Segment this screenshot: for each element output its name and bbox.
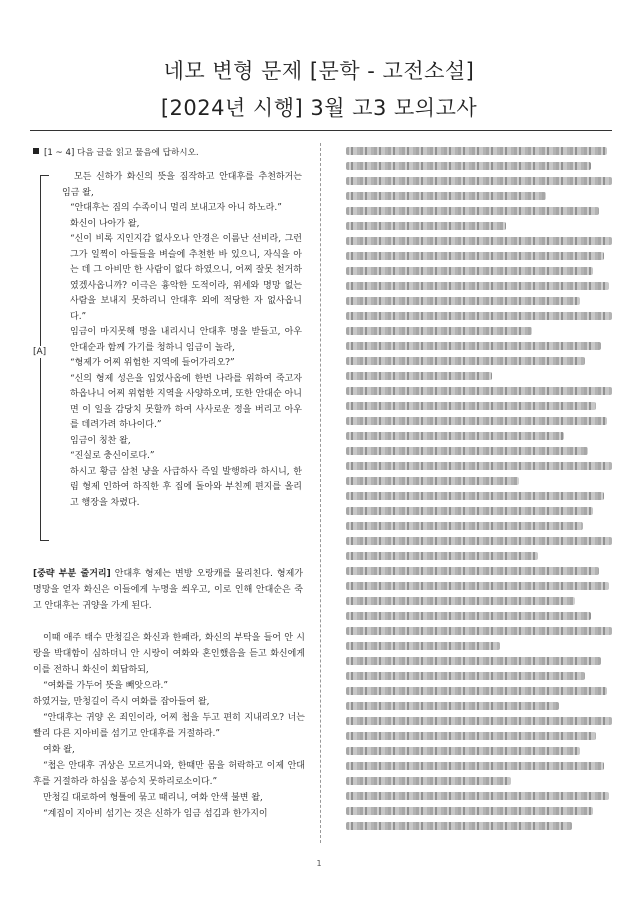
obscured-text-line	[346, 462, 612, 470]
obscured-text-line	[346, 327, 532, 335]
question-instruction	[33, 146, 199, 158]
column-divider	[320, 143, 321, 843]
passage-paragraph: “계집이 지아비 섬기는 것은 신하가 임금 섬김과 한가지이	[43, 809, 268, 819]
passage-paragraph: 모든 신하가 화신의 뜻을 짐작하고 안대후를 추천하거는 임금 왈,	[62, 172, 302, 198]
passage-paragraph: “신의 형제 성은을 입었사옵에 한번 나라를 위하여 죽고자 하옵나니 어찌 위험한 지역을 사양하오며, 또한 안대순 아니면 이 일을 감당치 못할까 하여 사사로운 정을 버리고 아우를 데려가려 하나이다.”	[70, 373, 302, 430]
obscured-text-line	[346, 597, 575, 605]
obscured-text-line	[346, 747, 580, 755]
obscured-text-line	[346, 162, 591, 170]
page-title-line1: 네모 변형 문제 [문학 - 고전소설]	[163, 59, 475, 83]
obscured-text-line	[346, 582, 609, 590]
obscured-text-line	[346, 672, 585, 680]
title-divider	[30, 130, 612, 131]
summary-text: 안대후 형제는 변방 오랑캐를 물리친다. 형제가 명망을 얻자 화신은 이들에게 누명을 씌우고, 이로 인해 안대순은 죽고 안대후는 귀양을 가게 된다.	[33, 569, 303, 611]
obscured-text-line	[346, 297, 580, 305]
obscured-text-line	[346, 177, 612, 185]
obscured-text-line	[346, 657, 601, 665]
page-title-line2: [2024년 시행] 3월 고3 모의고사	[160, 96, 478, 120]
passage-paragraph: 이때 애주 태수 만청길은 화신과 한패라, 화신의 부탁을 들어 안 시랑을 박대함이 심하더니 안 시랑이 여화와 혼인했음을 듣고 화신에게 이를 전하니 화신이 회답하되,	[33, 633, 305, 675]
obscured-text-line	[346, 237, 612, 245]
obscured-text-line	[346, 792, 609, 800]
passage-section-b	[33, 630, 305, 822]
passage-paragraph: 하시고 황금 삼천 냥을 사급하사 즉일 발행하라 하시니, 한림 형제 인하여 하직한 후 집에 돌아와 부친께 편지를 올리고 행장을 차렸다.	[70, 466, 302, 508]
instruction-text: [1 ~ 4] 다음 글을 읽고 물음에 답하시오.	[44, 148, 199, 158]
black-square-icon	[33, 148, 39, 154]
obscured-text-line	[346, 627, 612, 635]
passage-paragraph: “진실로 충신이로다.”	[70, 451, 155, 461]
blurred-questions-column	[346, 147, 612, 837]
section-a-label: [A]	[33, 347, 47, 357]
obscured-text-line	[346, 147, 607, 155]
obscured-text-line	[346, 267, 593, 275]
passage-paragraph: 임금이 마지못해 명을 내리시니 안대후 명을 받들고, 아우 안대순과 함께 가기를 청하니 임금이 놀라,	[70, 327, 302, 353]
obscured-text-line	[346, 222, 506, 230]
passage-paragraph: “안대후는 귀양 온 죄인이라, 어찌 첩을 두고 편히 지내리오? 너는 빨리 다른 지아비를 섬기고 안대후를 거절하라.”	[33, 713, 305, 739]
passage-paragraph: “안대후는 짐의 수족이니 멀리 보내고자 아니 하노라.”	[70, 203, 282, 213]
obscured-text-line	[346, 717, 612, 725]
obscured-text-line	[346, 477, 519, 485]
obscured-text-line	[346, 432, 564, 440]
obscured-text-line	[346, 372, 492, 380]
obscured-text-line	[346, 402, 596, 410]
passage-paragraph: 만청길 대로하여 형틀에 묶고 때리니, 여화 안색 불변 왈,	[43, 793, 263, 803]
obscured-text-line	[346, 282, 609, 290]
passage-paragraph: “형제가 어찌 위험한 지역에 들어가리오?”	[70, 358, 235, 368]
obscured-text-line	[346, 312, 612, 320]
obscured-text-line	[346, 822, 572, 830]
obscured-text-line	[346, 762, 604, 770]
passage-paragraph: 여화 왈,	[43, 745, 75, 755]
passage-section-a	[62, 170, 302, 511]
passage-paragraph: “첩은 안대후 귀상은 모르거니와, 한때만 몸을 허락하고 이제 안대후를 거절하라 하심을 봉승치 못하리로소이다.”	[33, 761, 305, 787]
obscured-text-line	[346, 522, 583, 530]
passage-paragraph: 하였거늘, 만청길이 즉시 여화를 잡아들여 왈,	[33, 697, 210, 707]
passage-paragraph: 임금이 칭찬 왈,	[70, 435, 131, 446]
section-a-bracket	[40, 175, 49, 541]
obscured-text-line	[346, 447, 588, 455]
summary-box	[33, 566, 303, 614]
obscured-text-line	[346, 777, 511, 785]
obscured-text-line	[346, 387, 612, 395]
obscured-text-line	[346, 642, 500, 650]
obscured-text-line	[346, 507, 593, 515]
passage-paragraph: “여화를 가두어 뜻을 빼앗으라.”	[43, 681, 168, 691]
passage-paragraph: 화신이 나아가 왈,	[70, 218, 140, 229]
obscured-text-line	[346, 417, 607, 425]
obscured-text-line	[346, 612, 591, 620]
obscured-text-line	[346, 732, 596, 740]
obscured-text-line	[346, 342, 601, 350]
obscured-text-line	[346, 492, 604, 500]
summary-label: [중략 부분 줄거리]	[33, 569, 111, 579]
obscured-text-line	[346, 807, 593, 815]
obscured-text-line	[346, 702, 559, 710]
obscured-text-line	[346, 552, 538, 560]
obscured-text-line	[346, 357, 585, 365]
obscured-text-line	[346, 567, 599, 575]
obscured-text-line	[346, 252, 604, 260]
obscured-text-line	[346, 192, 546, 200]
obscured-text-line	[346, 207, 599, 215]
obscured-text-line	[346, 687, 607, 695]
passage-paragraph: “신이 비록 지인지감 없사오나 안경은 이름난 선비라, 그런 그가 일찍이 아들들을 벼슬에 추천한 바 있으니, 자식을 아는 데 그 아비만 한 사람이 없다 하였으니, 어찌 잘못 천거하였겠사옵니까? 이극은 흉악한 도적이라, 위세와 명망 없는 사람을 보내지 못하리니 안대후 외에 적당한 자 없사옵니다.”	[70, 234, 302, 322]
page-number: 1	[316, 859, 322, 868]
obscured-text-line	[346, 537, 612, 545]
